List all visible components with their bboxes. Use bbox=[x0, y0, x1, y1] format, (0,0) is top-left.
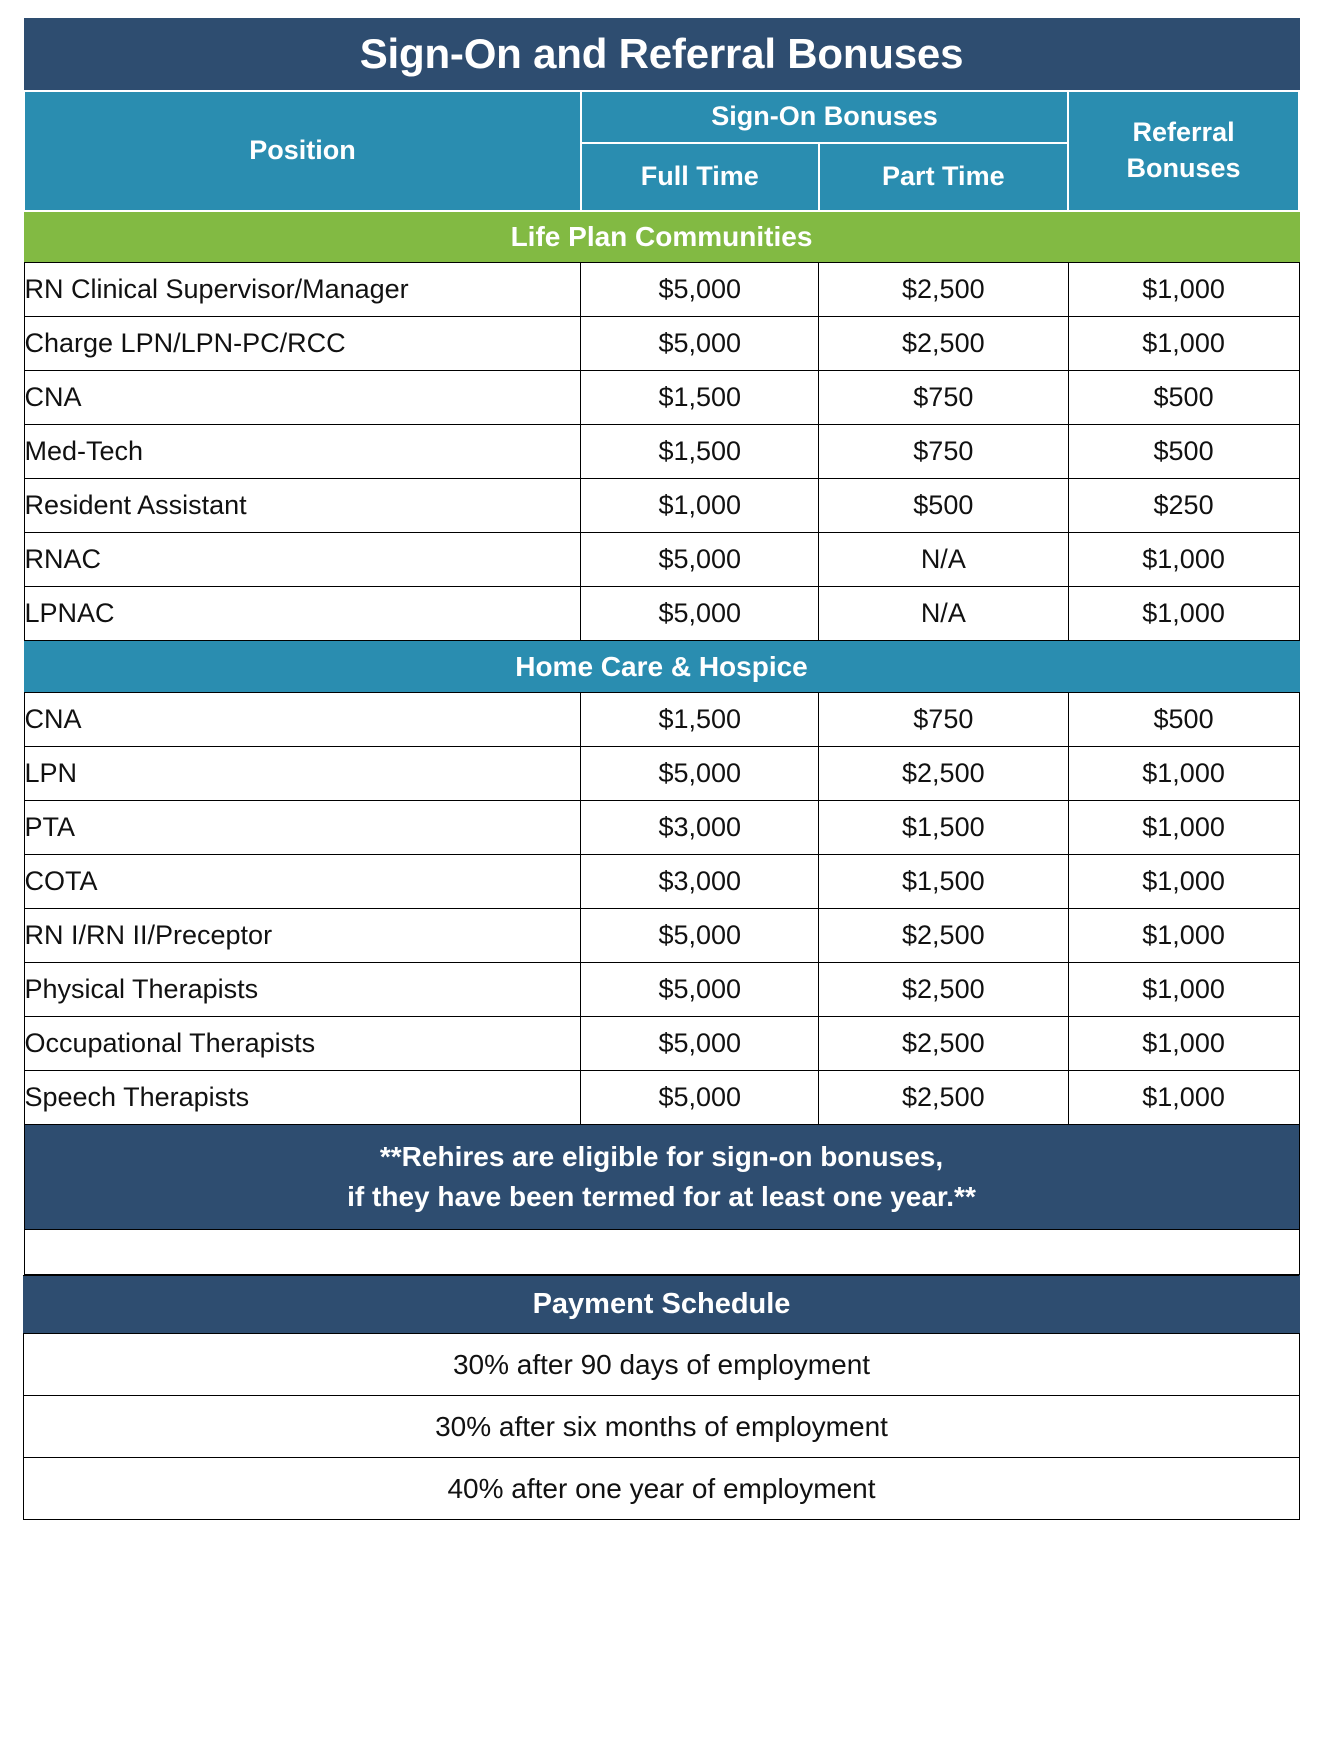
cell-referral: $1,000 bbox=[1068, 801, 1299, 855]
rehire-note bbox=[24, 1125, 1299, 1230]
cell-position: Speech Therapists bbox=[24, 1071, 581, 1125]
cell-full-time: $5,000 bbox=[581, 963, 819, 1017]
cell-full-time: $5,000 bbox=[581, 587, 819, 641]
title-row bbox=[24, 19, 1299, 91]
payment-schedule-header: Payment Schedule bbox=[24, 1276, 1300, 1334]
cell-full-time: $5,000 bbox=[581, 1071, 819, 1125]
payment-schedule-row bbox=[24, 1396, 1300, 1458]
cell-full-time: $1,500 bbox=[581, 693, 819, 747]
cell-referral: $1,000 bbox=[1068, 533, 1299, 587]
cell-part-time: $500 bbox=[819, 479, 1069, 533]
cell-full-time: $1,500 bbox=[581, 425, 819, 479]
table-row bbox=[24, 747, 1299, 801]
cell-referral: $1,000 bbox=[1068, 747, 1299, 801]
spacer-row bbox=[24, 1230, 1299, 1275]
cell-position: Occupational Therapists bbox=[24, 1017, 581, 1071]
cell-full-time: $3,000 bbox=[581, 801, 819, 855]
cell-position: COTA bbox=[24, 855, 581, 909]
table-row bbox=[24, 1071, 1299, 1125]
cell-position: RN Clinical Supervisor/Manager bbox=[24, 263, 581, 317]
cell-position: LPN bbox=[24, 747, 581, 801]
payment-schedule-header-row bbox=[24, 1276, 1300, 1334]
table-row bbox=[24, 425, 1299, 479]
table-row bbox=[24, 533, 1299, 587]
cell-full-time: $1,000 bbox=[581, 479, 819, 533]
table-row bbox=[24, 263, 1299, 317]
cell-part-time: $2,500 bbox=[819, 263, 1069, 317]
rehire-note-line2: if they have been termed for at least one year.** bbox=[347, 1181, 976, 1212]
payment-schedule-item-2: 40% after one year of employment bbox=[24, 1458, 1300, 1520]
column-header-position: Position bbox=[24, 91, 581, 211]
cell-referral: $1,000 bbox=[1068, 263, 1299, 317]
table-row bbox=[24, 1017, 1299, 1071]
cell-full-time: $5,000 bbox=[581, 747, 819, 801]
header-row-top bbox=[24, 91, 1299, 144]
cell-position: Med-Tech bbox=[24, 425, 581, 479]
cell-part-time: $2,500 bbox=[819, 909, 1069, 963]
sign-on-referral-bonus-table bbox=[23, 18, 1300, 1275]
cell-part-time: $1,500 bbox=[819, 801, 1069, 855]
cell-full-time: $5,000 bbox=[581, 317, 819, 371]
table-row bbox=[24, 587, 1299, 641]
cell-referral: $500 bbox=[1068, 425, 1299, 479]
cell-full-time: $3,000 bbox=[581, 855, 819, 909]
cell-part-time: $1,500 bbox=[819, 855, 1069, 909]
cell-referral: $1,000 bbox=[1068, 909, 1299, 963]
cell-full-time: $1,500 bbox=[581, 371, 819, 425]
cell-referral: $1,000 bbox=[1068, 855, 1299, 909]
column-header-full-time: Full Time bbox=[581, 143, 819, 210]
cell-referral: $500 bbox=[1068, 693, 1299, 747]
payment-schedule-row bbox=[24, 1334, 1300, 1396]
cell-part-time: N/A bbox=[819, 533, 1069, 587]
cell-referral: $1,000 bbox=[1068, 1017, 1299, 1071]
column-header-referral-line1: Referral bbox=[1132, 116, 1235, 147]
table-row bbox=[24, 479, 1299, 533]
cell-position: Charge LPN/LPN-PC/RCC bbox=[24, 317, 581, 371]
cell-referral: $1,000 bbox=[1068, 963, 1299, 1017]
cell-part-time: $750 bbox=[819, 693, 1069, 747]
cell-referral: $500 bbox=[1068, 371, 1299, 425]
table-row bbox=[24, 963, 1299, 1017]
cell-full-time: $5,000 bbox=[581, 909, 819, 963]
section-header-1: Home Care & Hospice bbox=[24, 641, 1299, 693]
payment-schedule-item-1: 30% after six months of employment bbox=[24, 1396, 1300, 1458]
cell-full-time: $5,000 bbox=[581, 533, 819, 587]
cell-part-time: N/A bbox=[819, 587, 1069, 641]
column-header-signon-group: Sign-On Bonuses bbox=[581, 91, 1068, 144]
cell-position: CNA bbox=[24, 693, 581, 747]
cell-part-time: $2,500 bbox=[819, 1017, 1069, 1071]
cell-position: CNA bbox=[24, 371, 581, 425]
cell-part-time: $2,500 bbox=[819, 317, 1069, 371]
section-header-0: Life Plan Communities bbox=[24, 211, 1299, 263]
payment-schedule-item-0: 30% after 90 days of employment bbox=[24, 1334, 1300, 1396]
column-header-part-time: Part Time bbox=[819, 143, 1069, 210]
table-row bbox=[24, 801, 1299, 855]
cell-referral: $1,000 bbox=[1068, 1071, 1299, 1125]
cell-full-time: $5,000 bbox=[581, 1017, 819, 1071]
cell-referral: $1,000 bbox=[1068, 317, 1299, 371]
rehire-note-line1: **Rehires are eligible for sign-on bonuses, bbox=[379, 1141, 944, 1173]
cell-position: Physical Therapists bbox=[24, 963, 581, 1017]
cell-position: LPNAC bbox=[24, 587, 581, 641]
table-row bbox=[24, 317, 1299, 371]
payment-schedule-table bbox=[23, 1275, 1300, 1520]
payment-schedule-row bbox=[24, 1458, 1300, 1520]
cell-position: RN I/RN II/Preceptor bbox=[24, 909, 581, 963]
cell-part-time: $2,500 bbox=[819, 963, 1069, 1017]
cell-part-time: $2,500 bbox=[819, 1071, 1069, 1125]
table-row bbox=[24, 909, 1299, 963]
cell-full-time: $5,000 bbox=[581, 263, 819, 317]
column-header-referral bbox=[1068, 91, 1299, 211]
cell-part-time: $750 bbox=[819, 371, 1069, 425]
cell-position: PTA bbox=[24, 801, 581, 855]
table-row bbox=[24, 693, 1299, 747]
table-row bbox=[24, 371, 1299, 425]
cell-position: RNAC bbox=[24, 533, 581, 587]
section-header-row bbox=[24, 641, 1299, 693]
cell-referral: $1,000 bbox=[1068, 587, 1299, 641]
cell-part-time: $2,500 bbox=[819, 747, 1069, 801]
column-header-referral-line2: Bonuses bbox=[1126, 152, 1241, 183]
table-row bbox=[24, 855, 1299, 909]
section-header-row bbox=[24, 211, 1299, 263]
cell-part-time: $750 bbox=[819, 425, 1069, 479]
spacer-cell bbox=[24, 1230, 1299, 1275]
rehire-note-row bbox=[24, 1125, 1299, 1230]
cell-position: Resident Assistant bbox=[24, 479, 581, 533]
page-title: Sign-On and Referral Bonuses bbox=[24, 19, 1299, 91]
cell-referral: $250 bbox=[1068, 479, 1299, 533]
